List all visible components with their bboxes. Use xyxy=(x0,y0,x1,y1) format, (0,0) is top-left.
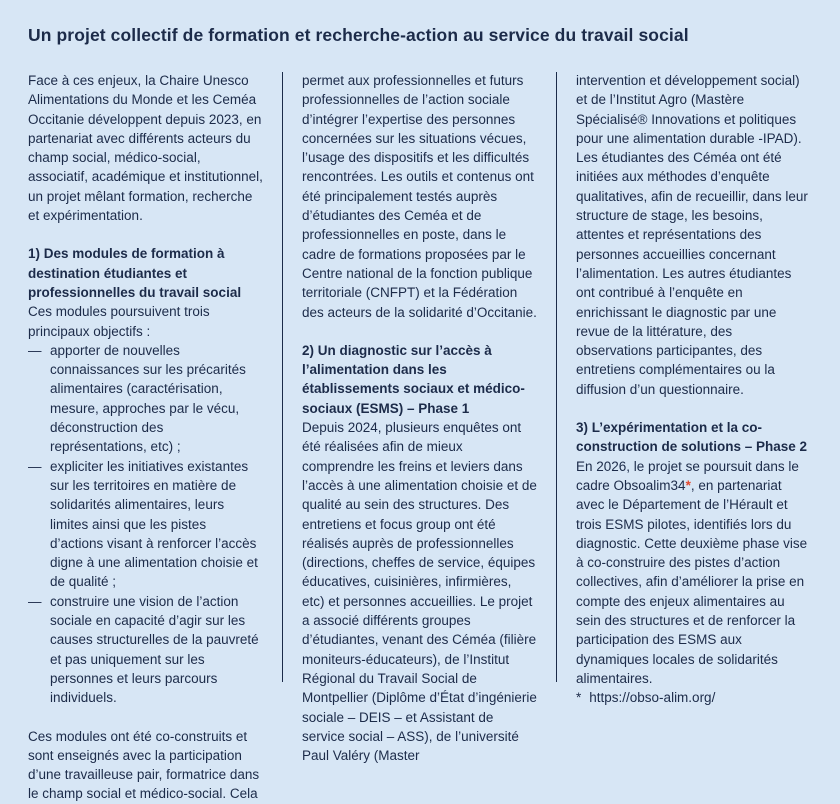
footnote xyxy=(576,688,811,707)
list-item-text: construire une vision de l’action sociale en capacité d’agir sur les causes structurelles de la pauvreté et pas uniquement sur les personnes et leurs parcours individuels. xyxy=(50,593,259,706)
section-heading: 3) L’expérimentation et la co-construction de solutions – Phase 2 xyxy=(576,420,808,455)
objectives-list xyxy=(28,341,263,708)
text-segment: , en partenariat avec le Département de l’Hérault et trois ESMS pilotes, identifiés lors du diagnostic. Cette deuxième phase vise à co-construire des pistes d’action collectives, afin d’améliorer la prise en compte des enjeux alimentaires au sein des structures et de renforcer la participation des ESMS aux dynamiques locales de solidarités alimentaires. xyxy=(576,477,808,686)
text-segment: En 2026, le projet se poursuit dans le cadre Obsoalim34 xyxy=(576,458,799,493)
footnote-url: https://obso-alim.org/ xyxy=(589,690,716,706)
paragraph: Depuis 2024, plusieurs enquêtes ont été réalisées afin de mieux comprendre les freins et leviers dans l’accès à une alimentation choisie et de qualité au sein des structures. Des entretiens et focus group ont été réalisés auprès de professionnelles (directions, cheffes de service, équipes éducatives, cuisinières, infirmières, etc) et personnes accueillies. Le projet a associé différents groupes d’étudiantes, venant des Céméa (filière moniteurs-éducateurs), de l’Institut Régional du Travail Social de Montpellier (Diplôme d’État d’ingénierie sociale – DEIS – et Assistant de service social – ASS), de l’université Paul Valéry (Master xyxy=(302,420,537,764)
section-heading: 2) Un diagnostic sur l’accès à l’alimentation dans les établissements sociaux et médico-sociaux (ESMS) – Phase 1 xyxy=(302,342,525,416)
paragraph: permet aux professionnelles et futurs professionnelles de l’action sociale d’intégrer l’expertise des personnes concernées sur les situations vécues, l’usage des dispositifs et les difficultés rencontrées. Les outils et contenus ont été principalement testés auprès d’étudiantes des Ceméa et de professionnelles en poste, dans le cadre de formations proposées par le Centre national de la fonction publique territoriale (CNFPT) et la Fédération des acteurs de la solidarité d’Occitanie. xyxy=(302,73,537,320)
column-divider xyxy=(282,72,283,682)
footnote-marker-accent: * xyxy=(685,477,691,493)
dash-bullet: — xyxy=(28,458,42,474)
page-title: Un projet collectif de formation et recherche-action au service du travail social xyxy=(28,25,689,45)
text-column-1 xyxy=(28,71,263,804)
list-item xyxy=(28,341,263,457)
section-heading: 1) Des modules de formation à destination étudiantes et professionnelles du travail social xyxy=(28,246,242,300)
dash-bullet: — xyxy=(28,342,42,358)
list-item xyxy=(28,457,263,592)
list-item-text: apporter de nouvelles connaissances sur les précarités alimentaires (caractérisation, mesure, approches par le vécu, déconstruction des représentations, etc) ; xyxy=(50,342,246,455)
paragraph: Face à ces enjeux, la Chaire Unesco Alimentations du Monde et les Ceméa Occitanie développent depuis 2023, en partenariat avec différents acteurs du champ social, médico-social, associatif, académique et institutionnel, un projet mêlant formation, recherche et expérimentation. xyxy=(28,73,263,224)
text-column-3 xyxy=(576,71,811,708)
dash-bullet: — xyxy=(28,593,42,609)
paragraph: intervention et développement social) et de l’Institut Agro (Mastère Spécialisé® Innovations et politiques pour une alimentation durable -IPAD). Les étudiantes des Céméa ont été initiées aux méthodes d’enquête qualitatives, afin de recueillir, dans leur structure de stage, les besoins, attentes et représentations des personnes accueillies concernant l’alimentation. Les autres étudiantes ont contribué à l’enquête en enrichissant le diagnostic par une revue de la littérature, des observations participantes, des entretiens complémentaires ou la diffusion d’un questionnaire. xyxy=(576,73,808,397)
footnote-marker: * xyxy=(576,690,582,706)
paragraph xyxy=(576,457,811,689)
column-divider xyxy=(556,72,557,682)
paragraph: Ces modules poursuivent trois principaux objectifs : xyxy=(28,304,210,339)
columns xyxy=(28,71,812,804)
paragraph: Ces modules ont été co-construits et sont enseignés avec la participation d’une travailleuse pair, formatrice dans le champ social et médico-social. Cela xyxy=(28,728,260,802)
list-item-text: expliciter les initiatives existantes sur les territoires en matière de solidarités alimentaires, leurs limites ainsi que les pistes d’actions visant à renforcer l’accès digne à une alimentation choisie et de qualité ; xyxy=(50,458,258,590)
list-item xyxy=(28,592,263,708)
text-column-2 xyxy=(302,71,537,765)
